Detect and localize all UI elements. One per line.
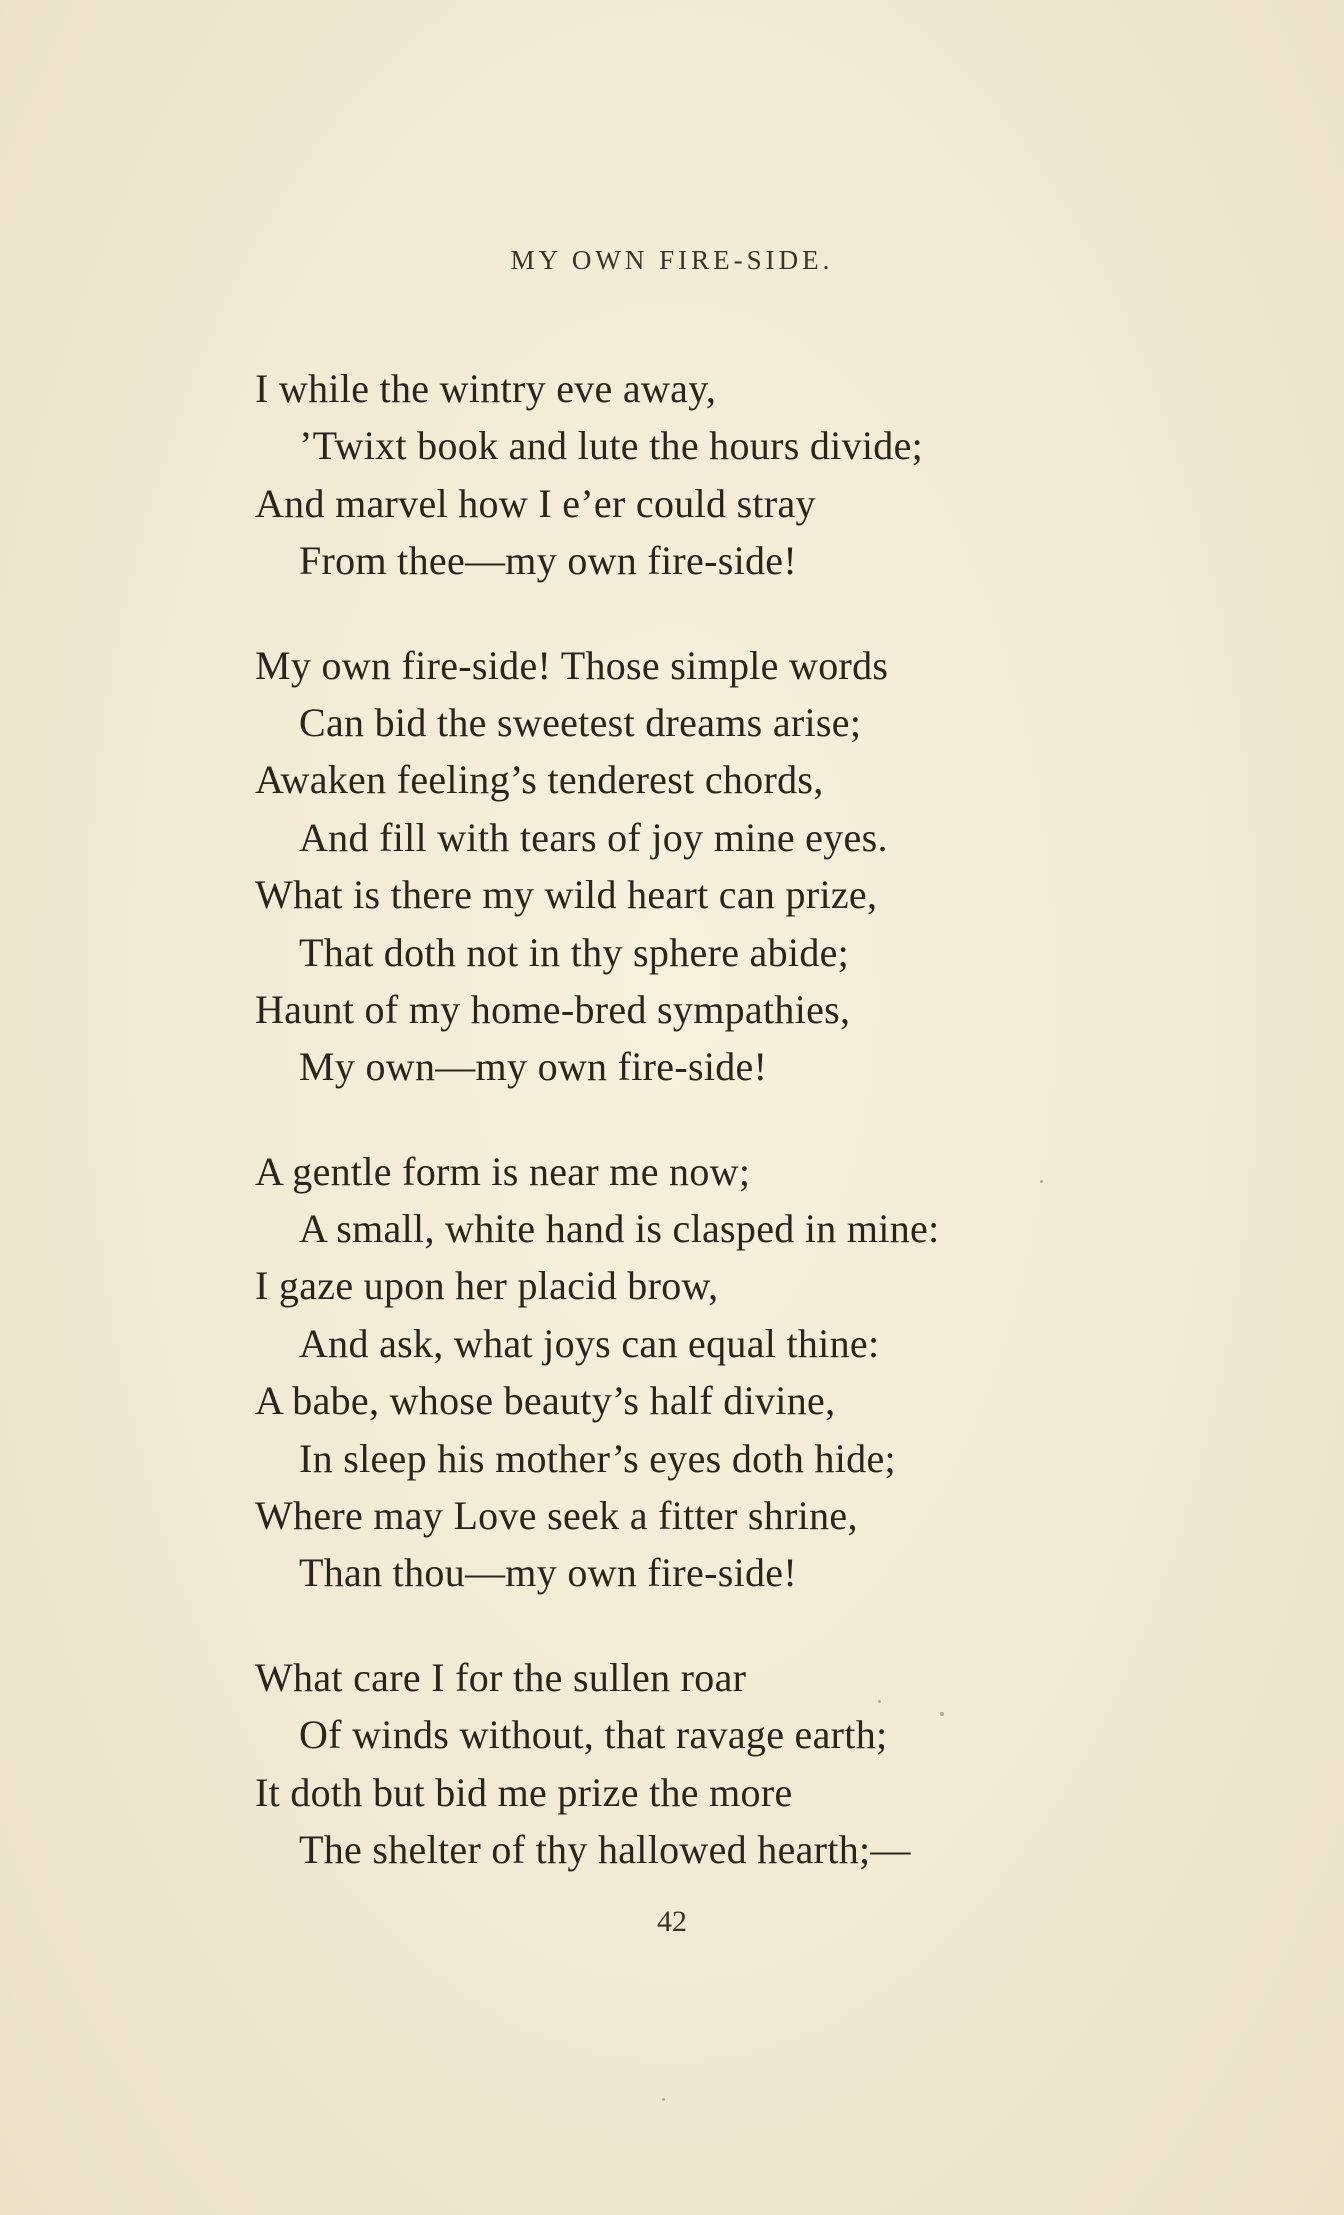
poem-line: The shelter of thy hallowed hearth;—	[299, 1826, 911, 1872]
poem-line: A babe, whose beauty’s half divine,	[255, 1378, 836, 1424]
page-number: 42	[657, 1905, 687, 1938]
poem-line: And marvel how I e’er could stray	[255, 480, 816, 526]
poem-line: I while the wintry eve away,	[255, 366, 717, 411]
running-head: MY OWN FIRE-SIDE.	[510, 245, 834, 275]
poem-line: Where may Love seek a fitter shrine,	[255, 1493, 858, 1539]
poem-line: That doth not in thy sphere abide;	[299, 929, 850, 975]
paper-speck	[940, 1712, 944, 1716]
paper-speck	[662, 2098, 665, 2101]
poem-line: Of winds without, that ravage earth;	[299, 1712, 888, 1758]
poem-line: A small, white hand is clasped in mine:	[299, 1206, 940, 1252]
poem-line: In sleep his mother’s eyes doth hide;	[299, 1435, 896, 1481]
stanza	[255, 360, 1115, 590]
poem-line: From thee—my own fire-side!	[299, 538, 797, 584]
poem-line: ’Twixt book and lute the hours divide;	[299, 423, 924, 469]
poem-line: Haunt of my home-bred sympathies,	[255, 986, 851, 1032]
poem-line: I gaze upon her placid brow,	[255, 1263, 719, 1309]
stanza	[255, 1143, 1115, 1602]
poem-line: It doth but bid me prize the more	[255, 1769, 793, 1815]
poem-line: Than thou—my own fire-side!	[299, 1550, 797, 1596]
poem	[255, 360, 1115, 1925]
poem-line: My own fire-side! Those simple words	[255, 642, 889, 688]
poem-line: What care I for the sullen roar	[255, 1654, 747, 1700]
stanza	[255, 1649, 1115, 1879]
paper-speck	[878, 1700, 881, 1703]
poem-line: A gentle form is near me now;	[255, 1148, 751, 1194]
poem-line: Can bid the sweetest dreams arise;	[299, 699, 862, 745]
poem-line: My own—my own fire-side!	[299, 1044, 768, 1090]
poem-line: And fill with tears of joy mine eyes.	[299, 814, 888, 860]
paper-speck	[1040, 1180, 1043, 1183]
poem-line: What is there my wild heart can prize,	[255, 872, 878, 918]
poem-line: Awaken feeling’s tenderest chords,	[255, 757, 824, 803]
poem-line: And ask, what joys can equal thine:	[299, 1320, 880, 1366]
stanza	[255, 637, 1115, 1096]
